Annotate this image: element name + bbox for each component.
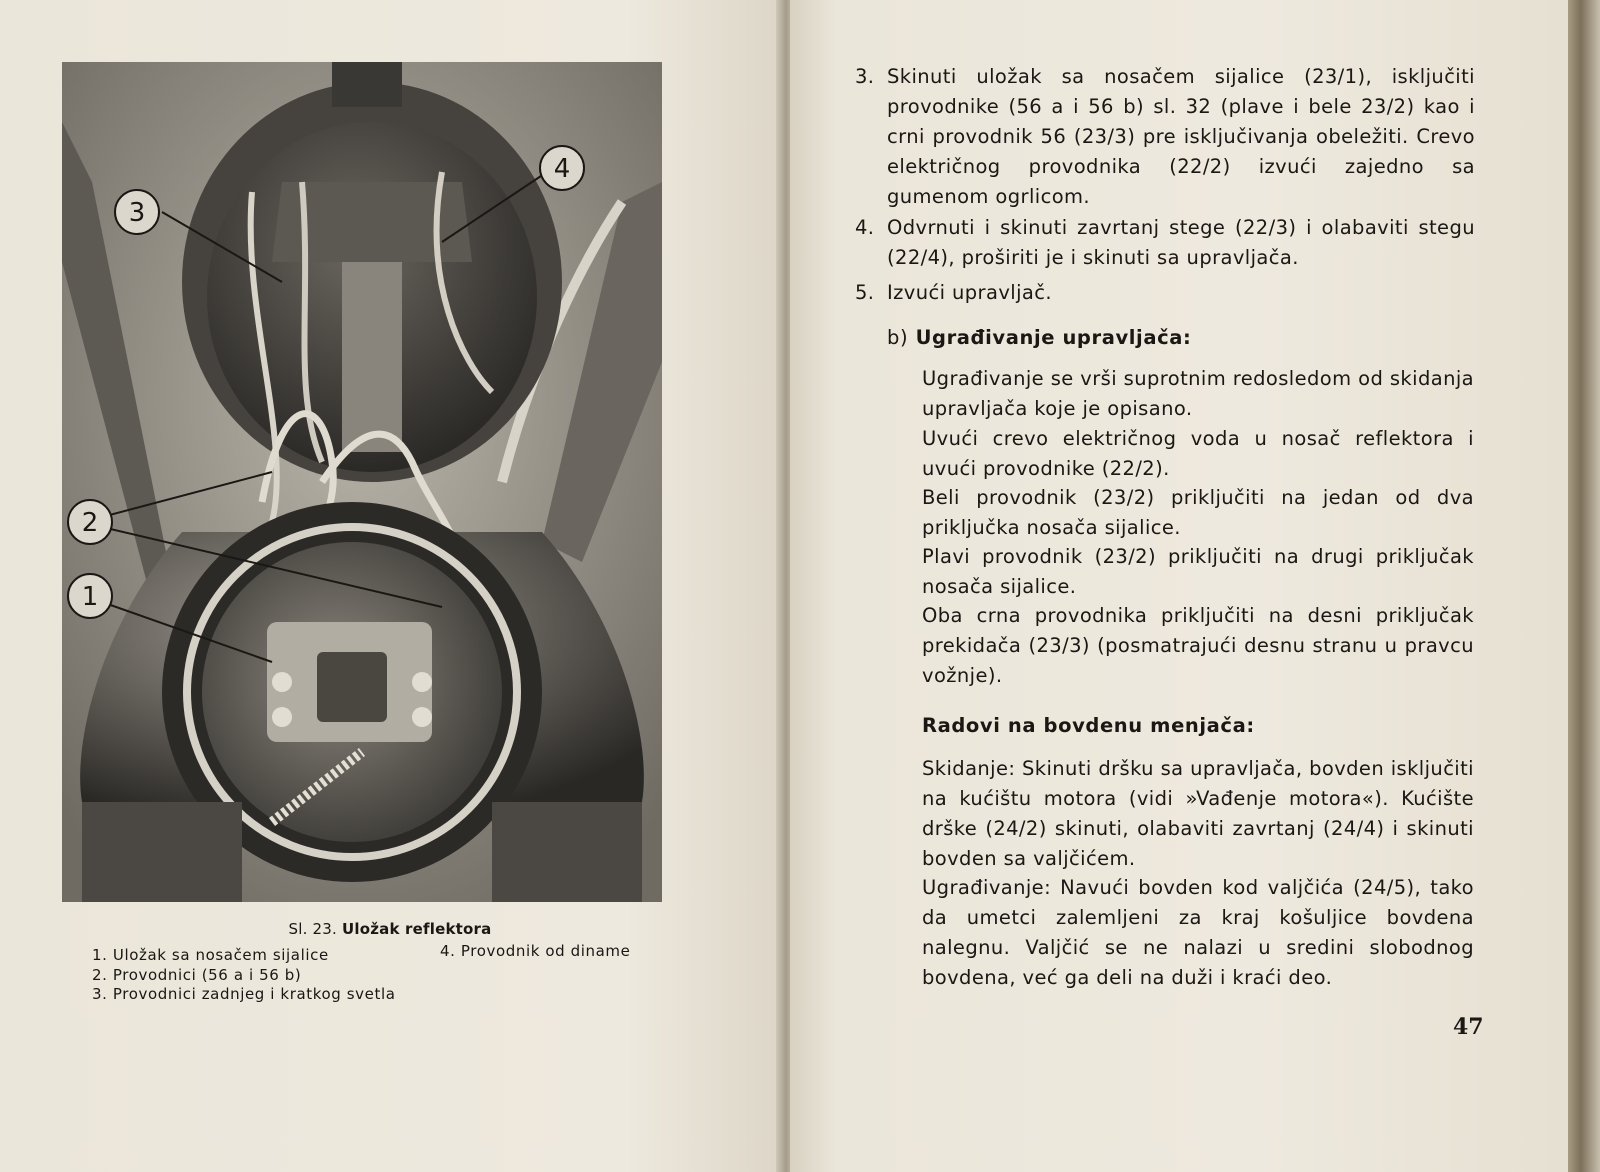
figure-caption (0, 920, 780, 938)
subheading-prefix: b) (887, 326, 909, 349)
subheading-title: Ugrađivanje upravljača: (915, 326, 1192, 349)
callout-3 (115, 190, 159, 234)
step-text: Izvući upravljač. (887, 281, 1052, 304)
legend-item-3: 3. Provodnici zadnjeg i kratkog svetla (92, 985, 396, 1003)
page-number: 47 (1453, 1014, 1484, 1040)
install-paragraph-5: Oba crna provodnika priključiti na desni priključak prekidača (23/3) (posmatrajući desnu stranu u pravcu vožnje). (922, 604, 1474, 687)
caption-prefix: Sl. 23. (288, 920, 338, 938)
svg-text:2: 2 (81, 508, 99, 538)
install-paragraph-4: Plavi provodnik (23/2) priključiti na drugi priključak nosača sijalice. (922, 545, 1474, 598)
section-paragraph-removal: Skidanje: Skinuti dršku sa upravljača, bovden isključiti na kućištu motora (vidi »Vađenje motora«). Kućište drške (24/2) skinuti, olabaviti zavrtanj (24/4) i skinuti bovden sa valjčićem. (922, 757, 1474, 870)
install-paragraph-1: Ugrađivanje se vrši suprotnim redosledom od skidanja upravljača koje je opisano. (922, 367, 1474, 420)
left-page (0, 0, 780, 1172)
svg-text:3: 3 (128, 198, 146, 228)
svg-text:1: 1 (81, 582, 99, 612)
subheading-install (887, 326, 1191, 349)
step-number: 3. (855, 65, 875, 88)
step-number: 5. (855, 281, 875, 304)
callout-2 (68, 500, 112, 544)
svg-text:4: 4 (553, 154, 571, 184)
page-edge (1568, 0, 1600, 1172)
install-paragraph-2: Uvući crevo električnog voda u nosač reflektora i uvući provodnike (22/2). (922, 427, 1474, 480)
caption-title: Uložak reflektora (341, 920, 492, 938)
callout-4 (540, 146, 584, 190)
headlamp-photo (62, 62, 662, 902)
step-text: Odvrnuti i skinuti zavrtanj stege (22/3) i olabaviti stegu (22/4), proširiti je i skinuti sa upravljača. (887, 216, 1475, 269)
legend-item-1: 1. Uložak sa nosačem sijalice (92, 946, 329, 964)
step-text: Skinuti uložak sa nosačem sijalice (23/1), isključiti provodnike (56 a i 56 b) sl. 32 (plave i bele 23/2) kao i crni provodnik 56 (23/3) pre isključivanja obeležiti. Crevo električnog provodnika (22/2) izvući zajedno sa gumenom ogrlicom. (887, 65, 1475, 208)
section-heading: Radovi na bovdenu menjača: (922, 714, 1255, 737)
callout-1 (68, 574, 112, 618)
install-paragraph-3: Beli provodnik (23/2) priključiti na jedan od dva priključka nosača sijalice. (922, 486, 1474, 539)
legend-item-2: 2. Provodnici (56 a i 56 b) (92, 966, 302, 984)
step-number: 4. (855, 216, 875, 239)
legend-item-4: 4. Provodnik od diname (440, 942, 631, 960)
headlamp-illustration (62, 62, 662, 902)
section-paragraph-install: Ugrađivanje: Navući bovden kod valjčića (24/5), tako da umetci zalemljeni za kraj košuljice bovdena nalegnu. Valjčić se ne nalazi u sredini slobodnog bovdena, već ga deli na duži i kraći deo. (922, 876, 1474, 989)
